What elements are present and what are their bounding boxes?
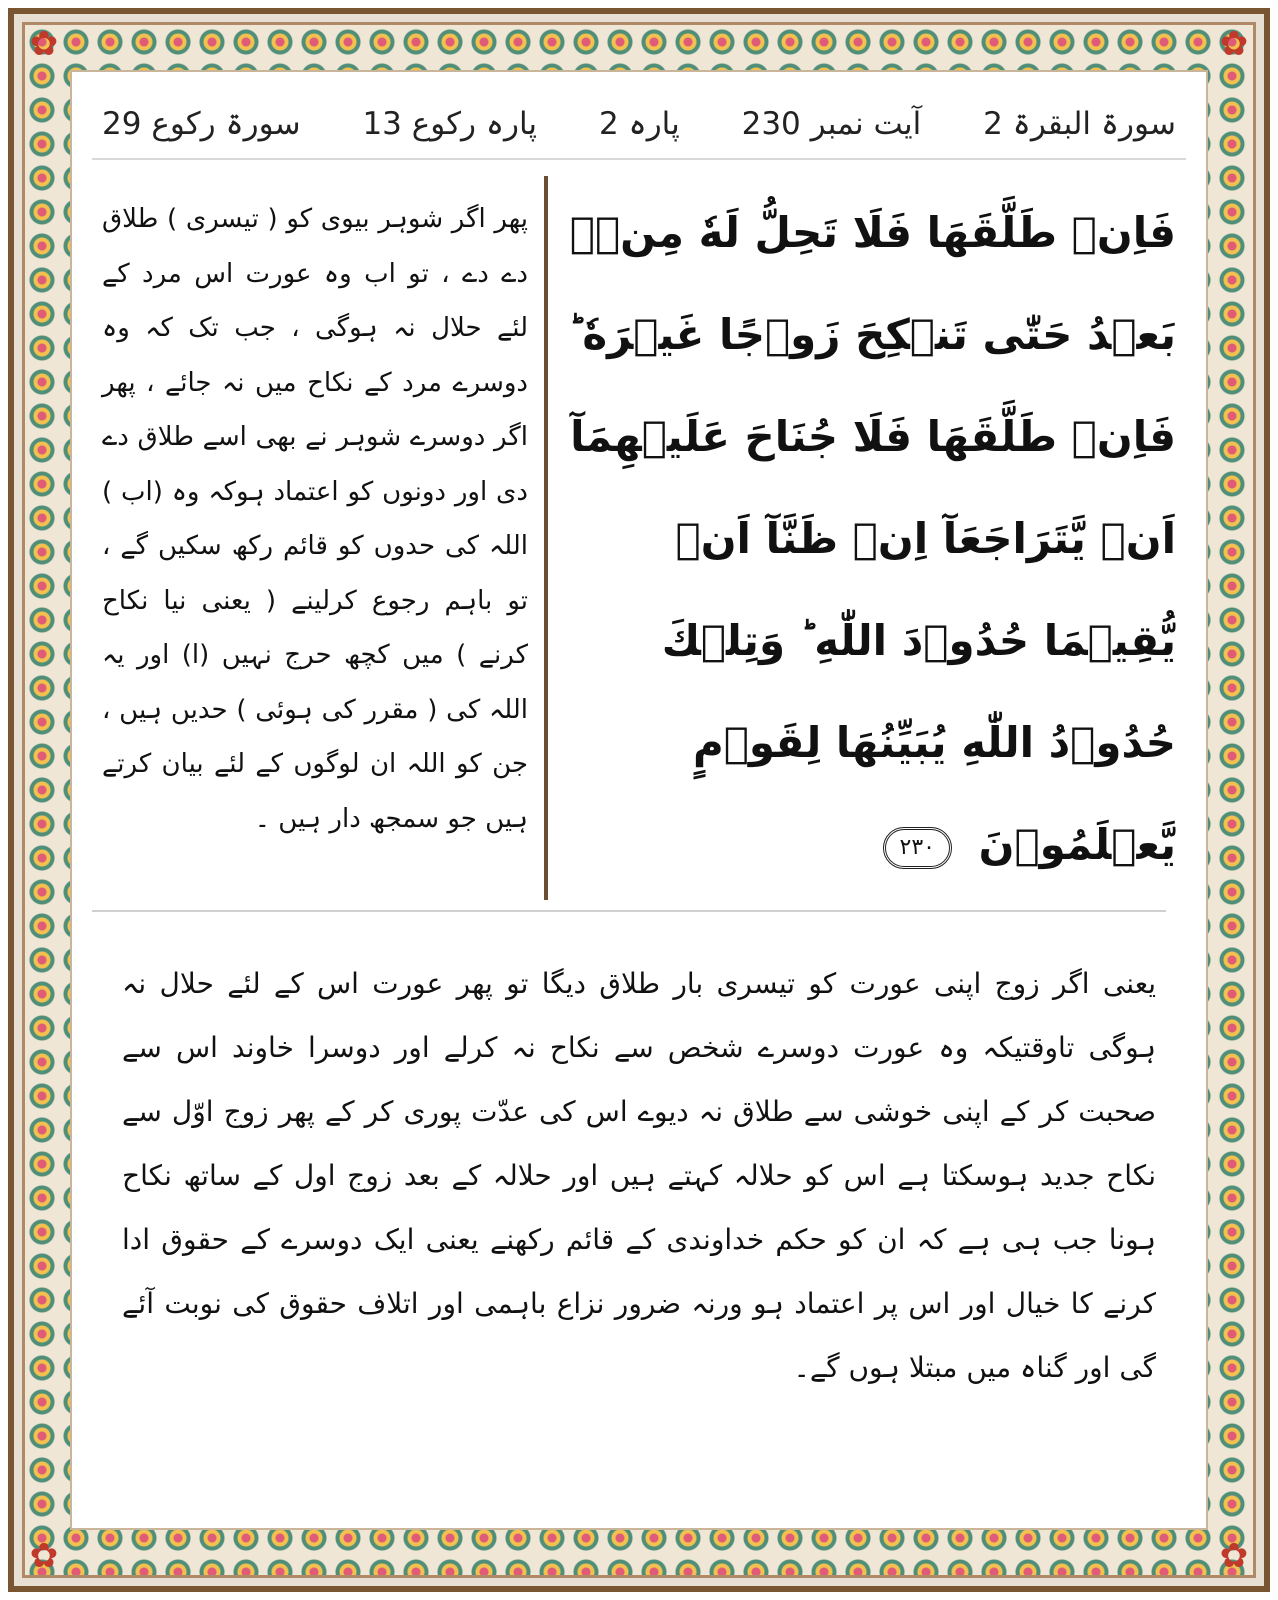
arabic-verse xyxy=(558,182,1176,869)
para-label: پارہ 2 xyxy=(598,106,680,142)
corner-flower-icon: ✿ xyxy=(29,24,59,64)
reference-header xyxy=(92,90,1186,160)
corner-flower-icon: ✿ xyxy=(1219,24,1249,64)
ayah-label: آیت نمبر 230 xyxy=(741,106,922,142)
surah-ruku-label: سورۃ رکوع 29 xyxy=(102,106,301,142)
surah-label: سورۃ البقرۃ 2 xyxy=(983,106,1176,142)
corner-flower-icon: ✿ xyxy=(29,1536,59,1576)
section-divider xyxy=(92,910,1166,912)
corner-flower-icon: ✿ xyxy=(1219,1536,1249,1576)
content-panel xyxy=(70,70,1208,1530)
ayah-number-mark: ٢٣٠ xyxy=(883,827,952,869)
column-divider xyxy=(544,176,548,900)
commentary-text: یعنی اگر زوج اپنی عورت کو تیسری بار طلاق دیگا تو پھر عورت اس کے لئے حلال نہ ہوگی تاوقتیکہ وہ عورت دوسرے شخص سے نکاح نہ کرلے اور دوسرا خاوند اس سے صحبت کر کے اپنی خوشی سے طلاق نہ دیوے اس کی عدّت پوری کر کے پھر زوج اوّل سے نکاح جدید ہوسکتا ہے اس کو حلالہ کہتے ہیں اور حلالہ کے بعد زوج اول کے ساتھ نکاح ہونا جب ہی ہے کہ ان کو حکم خداوندی کے قائم رکھنے یعنی ایک دوسرے کے حقوق ادا کرنے کا خیال اور اس پر اعتماد ہو ورنہ ضرور نزاع باہمی اور اتلاف حقوق کی نوبت آئے گی اور گناہ میں مبتلا ہوں گے۔ xyxy=(122,967,1156,1384)
translation-text: پھر اگر شوہر بیوی کو ( تیسری ) طلاق دے دے ، تو اب وہ عورت اس مرد کے لئے حلال نہ ہوگی ، جب تک کہ وہ دوسرے مرد کے نکاح میں نہ جائے ، پھر اگر دوسرے شوہر نے بھی اسے طلاق دے دی اور دونوں کو اعتماد ہوکہ وہ (اب ) اللہ کی حدوں کو قائم رکھ سکیں گے ، تو باہم رجوع کرلینے ( یعنی نیا نکاح کرنے ) میں کچھ حرج نہیں (ا) اور یہ اللہ کی ( مقرر کی ہوئی ) حدیں ہیں ، جن کو اللہ ان لوگوں کے لئے بیان کرتے ہیں جو سمجھ دار ہیں ۔ xyxy=(102,204,528,834)
arabic-verse-text: فَاِنۡ طَلَّقَهَا فَلَا تَحِلُّ لَهٗ مِنۡۢ بَعۡدُ حَتّٰى تَنۡكِحَ زَوۡجًا غَيۡرَهٗ ؕ فَاِنۡ طَلَّقَهَا فَلَا جُنَاحَ عَلَيۡهِمَآ اَنۡ يَّتَرَاجَعَآ اِنۡ ظَنَّآ اَنۡ يُّقِيۡمَا حُدُوۡدَ اللّٰهِ ؕ وَتِلۡكَ حُدُوۡدُ اللّٰهِ يُبَيِّنُهَا لِقَوۡمٍ يَّعۡلَمُوۡنَ xyxy=(567,208,1176,869)
para-ruku-label: پارہ رکوع 13 xyxy=(362,106,538,142)
commentary xyxy=(122,952,1156,1492)
urdu-translation xyxy=(102,192,528,912)
